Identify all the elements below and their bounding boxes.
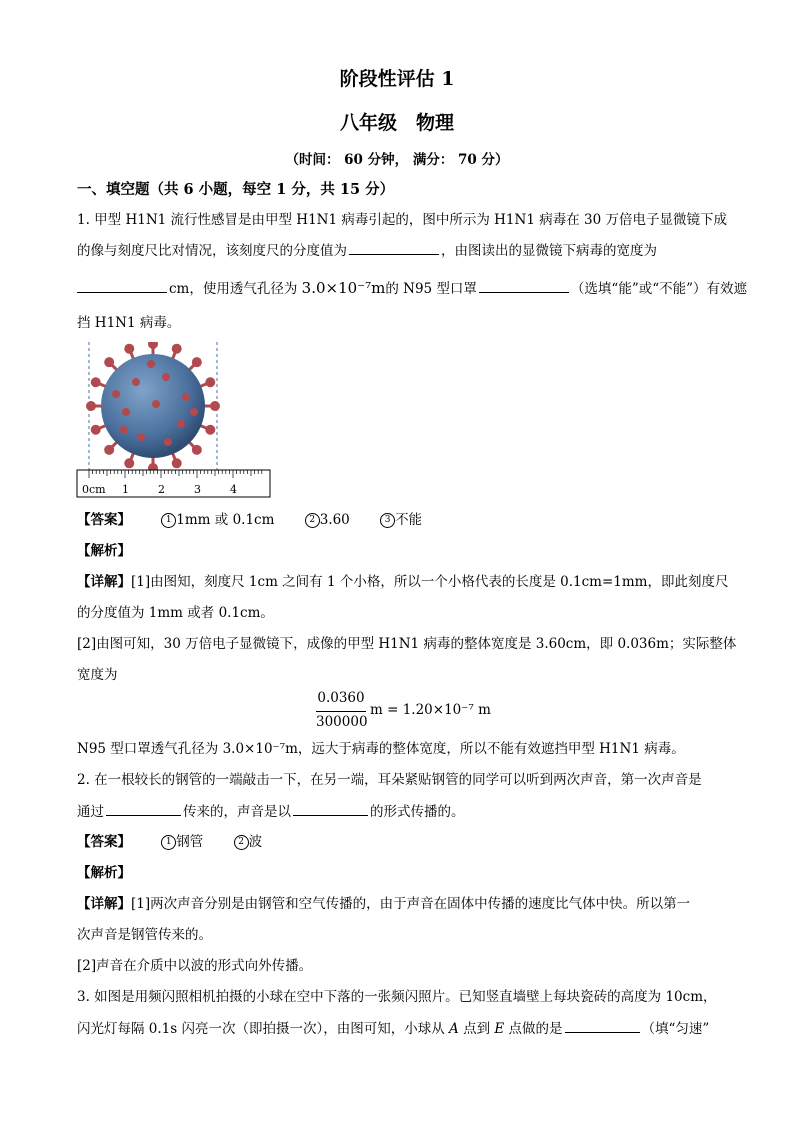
q1-blank-3[interactable] — [479, 278, 569, 293]
virus-spike-head — [172, 458, 182, 468]
virus-spike-head — [172, 344, 182, 354]
q1-line1: 1. 甲型 H1N1 流行性感冒是由甲型 H1N1 病毒引起的，图中所示为 H1N1 病毒在 30 万倍电子显微镜下成 — [77, 212, 727, 228]
virus-surface-protein — [132, 378, 140, 386]
q2-blank-1[interactable] — [106, 801, 181, 816]
virus-surface-protein — [120, 426, 128, 434]
q2-answer: 【答案】 1 钢管 2 波 — [77, 834, 263, 850]
virus-spike-head — [124, 458, 134, 468]
q2-detail-1a: 【详解】[1]两次声音分别是由钢管和空气传播的，由于声音在固体中传播的速度比气体中快。所以第一 — [77, 896, 691, 912]
virus-surface-protein — [147, 360, 155, 368]
q1-analysis-label: 【解析】 — [77, 543, 131, 559]
page-subtitle: 八年级 物理 — [339, 112, 454, 134]
virus-spike-head — [91, 377, 101, 387]
q1-line4: 挡 H1N1 病毒。 — [77, 315, 181, 331]
q2-line1: 2. 在一根较长的钢管的一端敲击一下，在另一端，耳朵紧贴钢管的同学可以听到两次声音，第一次声音是 — [77, 772, 702, 788]
ruler-label: 2 — [158, 483, 165, 496]
exam-info: （时间： 60 分钟， 满分： 70 分） — [285, 152, 509, 168]
q2-blank-2[interactable] — [293, 801, 368, 816]
virus-spike-head — [210, 401, 220, 411]
answer-mark-2: 2 — [305, 513, 320, 528]
virus-surface-protein — [190, 408, 198, 416]
virus-spike-head — [148, 342, 158, 349]
answer-mark-1: 1 — [161, 513, 176, 528]
fraction-result: m = 1.20×10⁻⁷ m — [370, 702, 491, 718]
virus-surface-protein — [177, 420, 185, 428]
answer-mark-3: 3 — [380, 513, 395, 528]
q2-analysis-label: 【解析】 — [77, 865, 131, 881]
virus-spike-head — [104, 445, 114, 455]
virus-spike-head — [124, 344, 134, 354]
q1-blank-2[interactable] — [77, 278, 167, 293]
virus-ruler-figure — [76, 342, 272, 500]
q3-line2: 闪光灯每隔 0.1s 闪亮一次（即拍摄一次），由图可知，小球从 A 点到 E 点做的是 （填“匀速” — [77, 1018, 709, 1039]
q1-formula: 3.0×10⁻⁷m — [301, 279, 386, 297]
virus-spike-head — [192, 445, 202, 455]
virus-spike-head — [91, 425, 101, 435]
answer-mark-2: 2 — [234, 835, 249, 850]
virus-spike-head — [205, 377, 215, 387]
virus-surface-protein — [112, 390, 120, 398]
q2-detail-2: [2]声音在介质中以波的形式向外传播。 — [77, 958, 313, 974]
virus-surface-protein — [152, 400, 160, 408]
q1-detail-2a: [2]由图可知，30 万倍电子显微镜下，成像的甲型 H1N1 病毒的整体宽度是 3.60cm，即 0.036m；实际整体 — [77, 636, 737, 652]
ruler-label: 1 — [122, 483, 129, 496]
virus-surface-protein — [137, 433, 145, 441]
q2-detail-1b: 次声音是钢管传来的。 — [77, 927, 212, 943]
q2-line2: 通过 传来的，声音是以 的形式传播的。 — [77, 801, 465, 822]
answer-mark-1: 1 — [161, 835, 176, 850]
ruler-label: 3 — [194, 483, 201, 496]
q3-line1: 3. 如图是用频闪照相机拍摄的小球在空中下落的一张频闪照片。已知竖直墙壁上每块瓷砖的高度为 10cm， — [77, 989, 717, 1005]
ruler-label: 4 — [230, 483, 237, 496]
section-heading: 一、填空题（共 6 小题，每空 1 分，共 15 分） — [77, 181, 395, 198]
fraction-denominator: 300000 — [316, 714, 368, 730]
q1-detail-1a: 【详解】[1]由图知，刻度尺 1cm 之间有 1 个小格，所以一个小格代表的长度是 0.1cm=1mm，即此刻度尺 — [77, 574, 729, 590]
virus-surface-protein — [162, 373, 170, 381]
fraction-numerator: 0.0360 — [317, 690, 365, 706]
q1-line3: cm，使用透气孔径为 3.0×10⁻⁷m的 N95 型口罩 （选填“能”或“不能”）有效遮 — [77, 278, 747, 299]
q1-detail-2b: 宽度为 — [77, 667, 118, 683]
virus-spike-head — [205, 425, 215, 435]
page-title: 阶段性评估 1 — [339, 68, 455, 90]
q1-detail-3: N95 型口罩透气孔径为 3.0×10⁻⁷m，远大于病毒的整体宽度，所以不能有效遮挡甲型 H1N1 病毒。 — [77, 741, 685, 757]
q1-blank-1[interactable] — [349, 240, 439, 255]
ruler — [77, 470, 270, 497]
q1-detail-1b: 的分度值为 1mm 或者 0.1cm。 — [77, 605, 274, 621]
q1-line2: 的像与刻度尺比对情况，该刻度尺的分度值为 ，由图读出的显微镜下病毒的宽度为 — [77, 240, 657, 261]
q1-answer: 【答案】 1 1mm 或 0.1cm 2 3.60 3 不能 — [77, 512, 423, 528]
virus-spike-head — [192, 357, 202, 367]
ruler-label: 0cm — [82, 483, 106, 496]
virus-surface-protein — [122, 408, 130, 416]
virus-surface-protein — [182, 393, 190, 401]
virus-spike-head — [104, 357, 114, 367]
q3-blank-1[interactable] — [565, 1018, 640, 1033]
virus-surface-protein — [164, 438, 172, 446]
virus-spike-head — [86, 401, 96, 411]
